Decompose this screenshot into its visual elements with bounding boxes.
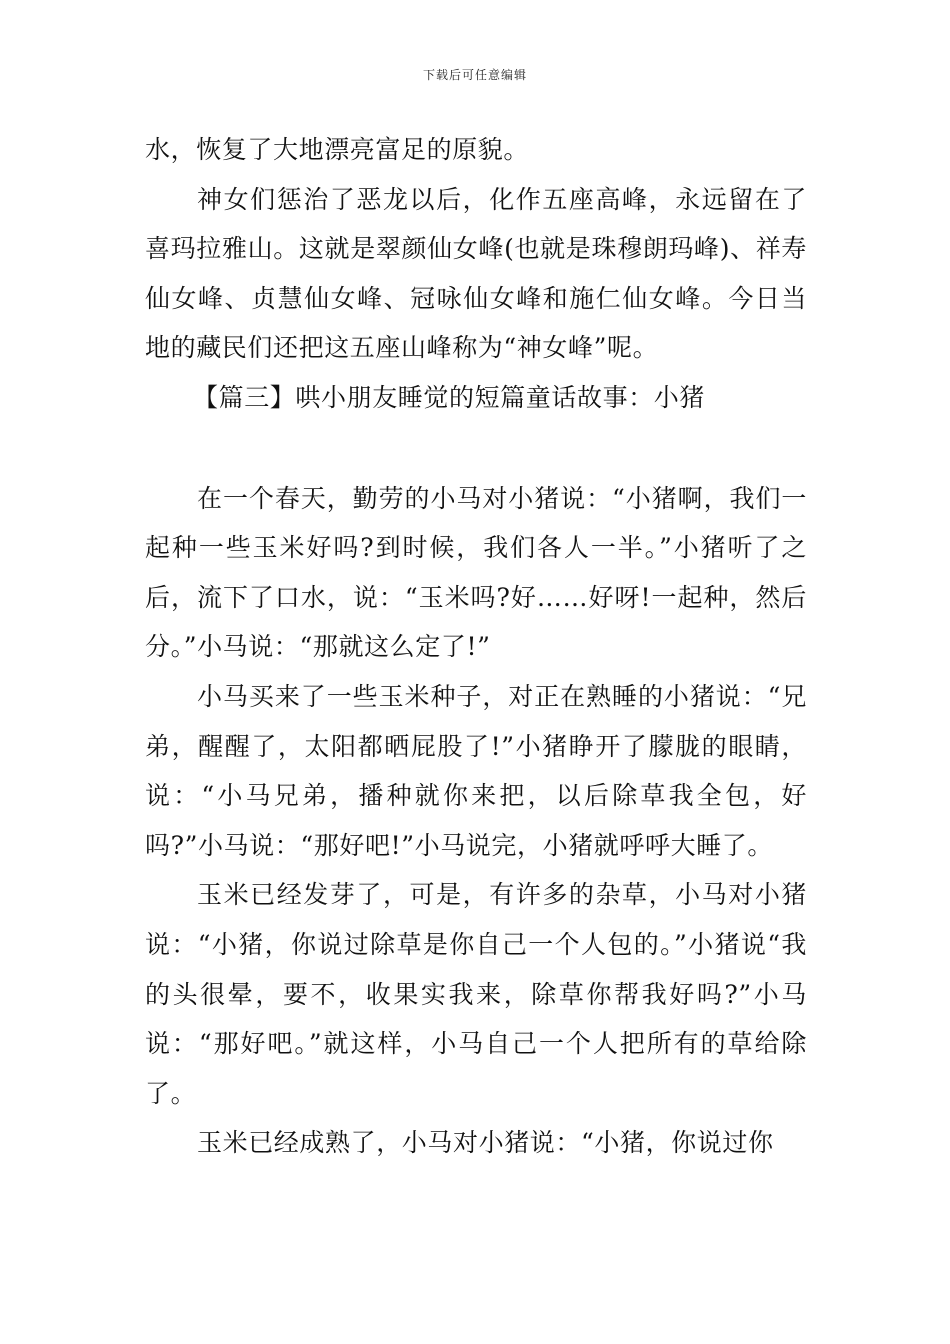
paragraph-weeding: 玉米已经发芽了，可是，有许多的杂草，小马对小猪说：“小猪，你说过除草是你自己一个人包的。”小猪说“我的头很晕，要不，收果实我来，除草你帮我好吗?”小马说：“那好吧。”就这样，小马自己一个人把所有的草给除了。 — [145, 880, 807, 1108]
paragraph-spring: 在一个春天，勤劳的小马对小猪说：“小猪啊，我们一起种一些玉米好吗?到时候，我们各人一半。”小猪听了之后，流下了口水，说：“玉米吗?好……好呀!一起种，然后分。”小马说：“那就这么定了!” — [145, 483, 807, 662]
paragraph-harvest: 玉米已经成熟了，小马对小猪说：“小猪，你说过你 — [197, 1128, 774, 1158]
page-header: 下载后可任意编辑 — [422, 68, 527, 82]
paragraph-continuation: 水，恢复了大地漂亮富足的原貌。 — [145, 135, 530, 164]
section-title: 【篇三】哄小朋友睡觉的短篇童话故事：小猪 — [193, 382, 706, 412]
paragraph-goddess-peaks: 神女们惩治了恶龙以后，化作五座高峰，永远留在了喜玛拉雅山。这就是翠颜仙女峰(也就是珠穆朗玛峰)、祥寿仙女峰、贞慧仙女峰、冠咏仙女峰和施仁仙女峰。今日当地的藏民们还把这五座山峰称为“神女峰”呢。 — [145, 184, 807, 363]
document-body — [145, 125, 807, 1168]
paragraph-seeds: 小马买来了一些玉米种子，对正在熟睡的小猪说：“兄弟，醒醒了，太阳都晒屁股了!”小猪睁开了朦胧的眼睛，说：“小马兄弟，播种就你来把，以后除草我全包，好吗?”小马说：“那好吧!”小马说完，小猪就呼呼大睡了。 — [145, 681, 807, 860]
